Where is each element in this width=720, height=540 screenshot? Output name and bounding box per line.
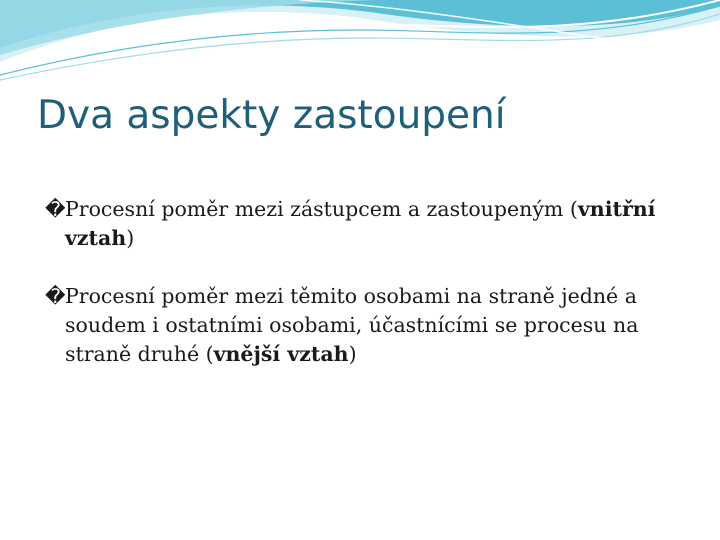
bullet-item-external bbox=[45, 282, 695, 369]
header-wave-decoration bbox=[0, 0, 720, 90]
bullet-emphasis: vnější vztah bbox=[213, 342, 349, 366]
bullet-text: Procesní poměr mezi těmito osobami na straně jedné a soudem i ostatními osobami, účastnícími se procesu na straně druhé ( bbox=[65, 284, 639, 366]
bullet-text-end: ) bbox=[126, 226, 135, 250]
bullet-item-internal bbox=[45, 195, 695, 253]
bullet-text-end: ) bbox=[348, 342, 357, 366]
slide-title: Dva aspekty zastoupení bbox=[37, 93, 506, 138]
bullet-glyph-icon: � bbox=[45, 197, 66, 221]
bullet-glyph-icon: � bbox=[45, 284, 66, 308]
bullet-list bbox=[45, 195, 695, 369]
bullet-emphasis: vnitřní vztah bbox=[65, 197, 656, 250]
bullet-text: Procesní poměr mezi zástupcem a zastoupeným ( bbox=[65, 197, 578, 221]
